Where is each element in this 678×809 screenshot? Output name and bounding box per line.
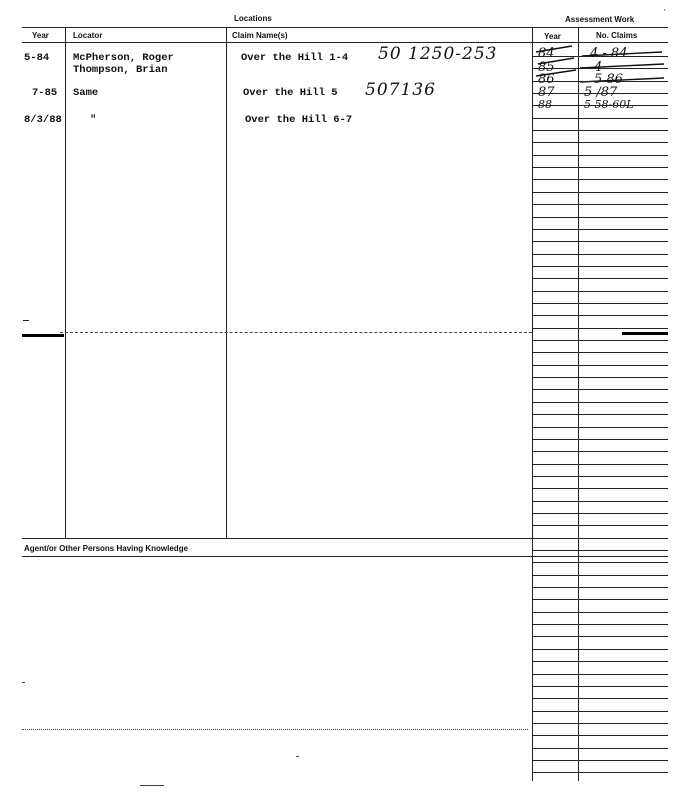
assessment-row-line [532,365,668,366]
assessment-row-line [532,105,668,106]
assessment-row-line [532,488,668,489]
locations-header: Locations [234,14,272,23]
assessment-row-line [532,328,668,329]
assessment-row-line [532,439,668,440]
assessment-row-line [532,587,668,588]
assessment-claims: 5 58-60L [584,98,634,111]
assessment-row-line [532,118,668,119]
assessment-row-line [532,760,668,761]
assessment-row-line [532,674,668,675]
assessment-row-line [532,748,668,749]
agent-header: Agent/or Other Persons Having Knowledge [24,544,189,553]
assessment-row-line [532,538,668,539]
stray-mark [296,756,299,757]
assessment-year: 87 [538,85,555,100]
assessment-row-line [532,155,668,156]
assessment-row-line [532,179,668,180]
assessment-row-line [532,204,668,205]
assessment-row-line [532,241,668,242]
assessment-year: 85 [538,60,555,75]
assessment-year: 88 [538,98,552,111]
assessment-row-line [532,68,668,69]
assessment-row-line [532,402,668,403]
assessment-row-line [532,649,668,650]
assessment-row-line [532,723,668,724]
assessment-row-line [532,217,668,218]
assessment-row-line [532,501,668,502]
assessment-row-line [532,56,668,57]
assessment-row-line [532,142,668,143]
assessment-claims: 5 86 [594,72,623,87]
assessment-row-line [532,464,668,465]
assessment-row-line [532,192,668,193]
assessment-row-line [532,352,668,353]
assessment-row-line [532,735,668,736]
entry-locator: Same [73,87,99,99]
assessment-row-line [532,575,668,576]
assessment-left-divider [532,27,533,781]
locator-divider [65,27,66,538]
assessment-row-line [532,229,668,230]
left-margin-mark [22,334,64,337]
assessment-row-line [532,612,668,613]
small-tick [23,320,29,321]
assessment-row-line [532,476,668,477]
assessment-row-line [532,254,668,255]
entry-locator: McPherson, Roger [73,52,174,64]
assessment-row-line [532,686,668,687]
assessment-row-line [532,698,668,699]
assessment-row-line [532,340,668,341]
no-claims-column-header: No. Claims [596,31,638,40]
assessment-row-line [532,624,668,625]
assessment-row-line [532,266,668,267]
assessment-row-line [532,377,668,378]
year-column-header: Year [32,31,49,40]
assessment-row-line [532,414,668,415]
entry-year: 5-84 [24,52,50,64]
aw-year-column-header: Year [544,32,561,41]
agent-top-rule [22,538,532,539]
assessment-row-line [532,636,668,637]
assessment-row-line [532,550,668,551]
assessment-row-line [532,513,668,514]
assessment-row-line [532,389,668,390]
assessment-row-line [532,772,668,773]
assessment-row-line [532,599,668,600]
entry-claim: Over the Hill 5 [243,87,338,99]
assessment-row-line [532,130,668,131]
locator-column-header: Locator [73,31,103,40]
claim-divider [226,27,227,538]
assessment-row-line [532,315,668,316]
assessment-row-line [532,167,668,168]
header-top-rule [22,27,668,28]
assessment-row-line [532,562,668,563]
assessment-row-line [532,525,668,526]
entry-locator: " [90,114,97,126]
assessment-row-line [532,303,668,304]
assessment-row-line [532,278,668,279]
claim-names-column-header: Claim Name(s) [232,31,288,40]
assessment-claims: 4 - 84 [590,46,628,61]
assessment-mid-divider [578,27,579,781]
entry-handwritten-note: 50 1250-253 [378,44,498,64]
assessment-claims: 4 [594,60,603,75]
entry-locator-second: Thompson, Brian [73,64,168,76]
stray-mark [140,785,164,786]
stray-mark [22,682,25,683]
assessment-year: 84 [538,46,555,61]
assessment-row-line [532,81,668,82]
assessment-row-line [532,291,668,292]
assessment-row-line [532,451,668,452]
assessment-work-header: Assessment Work [565,15,635,24]
corner-mark: ' [664,8,666,17]
right-margin-mark [622,332,668,335]
entry-handwritten-note: 507136 [365,80,436,100]
entry-year: 7-85 [32,87,58,99]
assessment-year: 86 [538,72,555,87]
agent-bottom-rule [22,556,668,557]
assessment-row-line [532,711,668,712]
lower-fold-line [22,729,528,730]
assessment-row-line [532,661,668,662]
entry-year: 8/3/88 [24,114,62,126]
entry-claim: Over the Hill 6-7 [245,114,353,126]
assessment-row-line [532,427,668,428]
assessment-row-line [532,93,668,94]
fold-line [60,332,532,333]
assessment-claims: 5 /87 [584,85,618,100]
entry-claim: Over the Hill 1-4 [241,52,349,64]
